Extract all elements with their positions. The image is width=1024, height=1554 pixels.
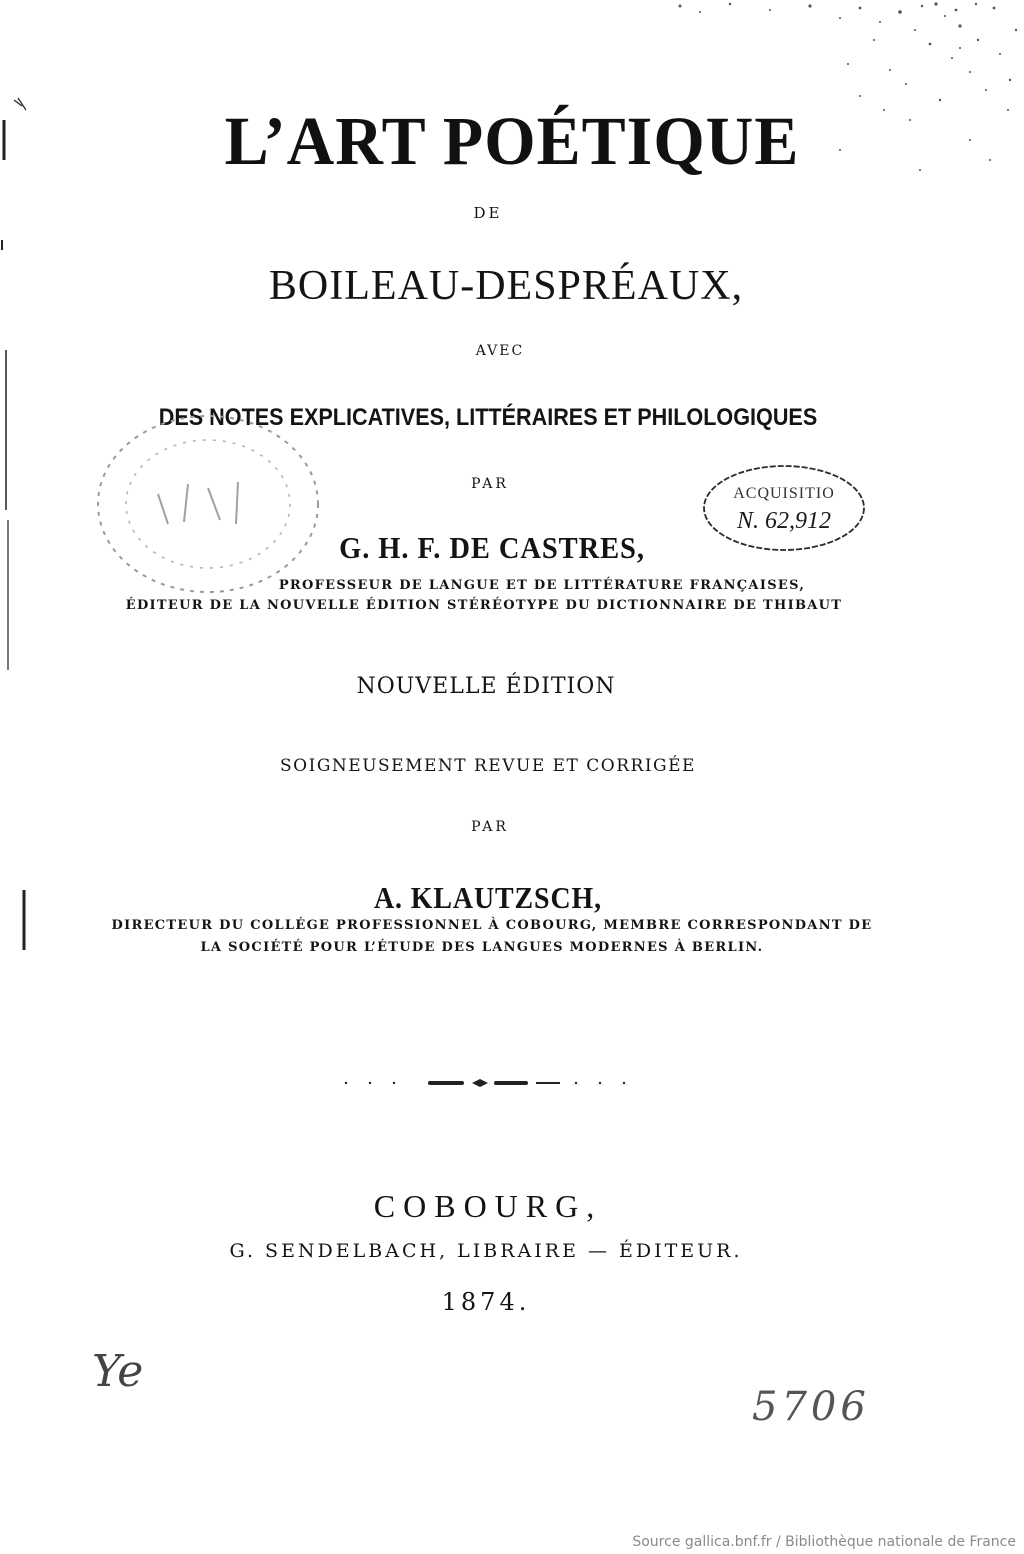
connector-avec: AVEC xyxy=(475,343,525,359)
connector-par-1: PAR xyxy=(471,476,509,492)
revision-label: SOIGNEUSEMENT REVUE ET CORRIGÉE xyxy=(280,756,696,776)
editor1-name: G. H. F. DE CASTRES, xyxy=(339,530,645,565)
book-author: BOILEAU-DESPRÉAUX, xyxy=(268,263,744,309)
connector-par-2: PAR xyxy=(471,819,509,835)
imprint-city: COBOURG, xyxy=(373,1188,603,1224)
edition-label: NOUVELLE ÉDITION xyxy=(356,674,616,699)
title-connector-de: DE xyxy=(473,204,503,222)
editor1-role-1: PROFESSEUR DE LANGUE ET DE LITTÉRATURE FRANÇAISES, xyxy=(278,578,806,593)
handwritten-number-right xyxy=(742,1364,892,1444)
svg-text:5706: 5706 xyxy=(752,1384,870,1430)
imprint-publisher: G. SENDELBACH, LIBRAIRE — ÉDITEUR. xyxy=(229,1240,743,1262)
faded-library-stamp xyxy=(88,404,328,604)
ornamental-divider xyxy=(340,1076,640,1090)
source-attribution: Source gallica.bnf.fr / Bibliothèque nationale de France xyxy=(632,1534,1016,1550)
handwritten-shelfmark-left xyxy=(86,1334,176,1404)
imprint-year: 1874. xyxy=(441,1288,531,1316)
stamp-line-2: N. 62,912 xyxy=(736,508,832,534)
editor2-name: A. KLAUTZSCH, xyxy=(374,880,602,915)
editor2-role-1: DIRECTEUR DU COLLÉGE PROFESSIONNEL À COBOURG, MEMBRE CORRESPONDANT DE xyxy=(111,918,873,933)
notes-subtitle: DES NOTES EXPLICATIVES, LITTÉRAIRES ET PHILOLOGIQUES xyxy=(158,404,818,431)
editor2-role-2: LA SOCIÉTÉ POUR L’ÉTUDE DES LANGUES MODERNES À BERLIN. xyxy=(200,940,764,955)
stamp-line-1: ACQUISITIO xyxy=(733,485,835,502)
editor1-role-2: ÉDITEUR DE LA NOUVELLE ÉDITION STÉRÉOTYPE DU DICTIONNAIRE DE THIBAUT xyxy=(125,598,843,613)
book-title: L’ART POÉTIQUE xyxy=(224,103,800,180)
svg-text:Ye: Ye xyxy=(92,1346,144,1397)
